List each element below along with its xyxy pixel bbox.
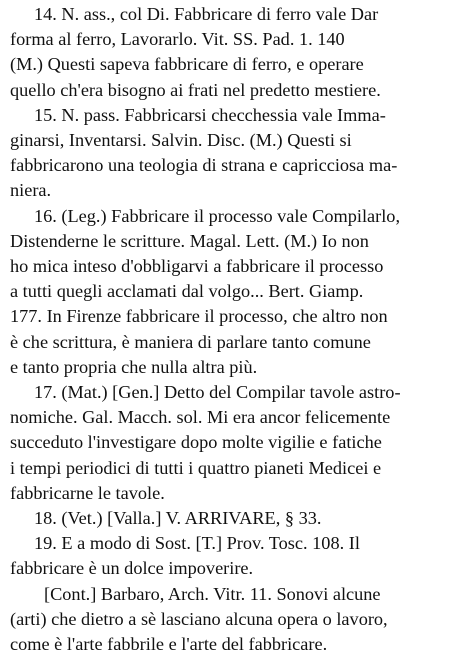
entry-line: i tempi periodici di tutti i quattro pianeti Medicei e (10, 457, 382, 478)
entry-line: fabbricare è un dolce impoverire. (10, 558, 254, 579)
entry-line: Distenderne le scritture. Magal. Lett. (M.) Io non (10, 230, 369, 251)
entry-line: forma al ferro, Lavorarlo. Vit. SS. Pad. 1. 140 (10, 29, 345, 50)
entry-line: come è l'arte fabbrile e l'arte del fabbricare. (10, 634, 328, 655)
entry-15 (10, 103, 462, 204)
entry-line: succeduto l'investigare dopo molte vigilie e fatiche (10, 432, 382, 453)
entry-line: [Cont.] Barbaro, Arch. Vitr. 11. Sonovi alcune (44, 583, 381, 604)
entry-line: 16. (Leg.) Fabbricare il processo vale Compilarlo, (34, 205, 401, 226)
entry-line: è che scrittura, è maniera di parlare tanto comune (10, 331, 371, 352)
entry-line: 19. E a modo di Sost. [T.] Prov. Tosc. 108. Il (34, 533, 360, 554)
entry-18 (10, 506, 462, 531)
entry-line: e tanto propria che nulla altra più. (10, 356, 258, 377)
entry-16 (10, 204, 462, 380)
entry-line: fabbricarne le tavole. (10, 482, 165, 503)
entry-line: fabbricarono una teologia di strana e capricciosa ma- (10, 155, 398, 176)
entry-line: (arti) che dietro a sè lasciano alcuna opera o lavoro, (10, 608, 388, 629)
entry-line: (M.) Questi sapeva fabbricare di ferro, e operare (10, 54, 364, 75)
entry-line: 15. N. pass. Fabbricarsi checchessia vale Imma- (34, 104, 386, 125)
entry-cont (10, 582, 462, 657)
entry-line: ginarsi, Inventarsi. Salvin. Disc. (M.) Questi si (10, 130, 352, 151)
entry-line: ho mica inteso d'obbligarvi a fabbricare il processo (10, 256, 384, 277)
entry-line: niera. (10, 180, 52, 201)
entry-line: 14. N. ass., col Di. Fabbricare di ferro vale Dar (34, 4, 379, 24)
entry-line: a tutti quegli acclamati dal volgo... Bert. Giamp. (10, 281, 364, 302)
entry-line: nomiche. Gal. Macch. sol. Mi era ancor felicemente (10, 407, 391, 428)
entry-line: 177. In Firenze fabbricare il processo, che altro non (10, 306, 388, 327)
entry-line: 18. (Vet.) [Valla.] V. ARRIVARE, § 33. (34, 508, 322, 529)
entry-19 (10, 531, 462, 581)
entry-line: quello ch'era bisogno ai frati nel predetto mestiere. (10, 79, 381, 100)
entry-17 (10, 380, 462, 506)
entry-14 (10, 2, 462, 103)
entry-line: 17. (Mat.) [Gen.] Detto del Compilar tavole astro- (34, 382, 401, 403)
